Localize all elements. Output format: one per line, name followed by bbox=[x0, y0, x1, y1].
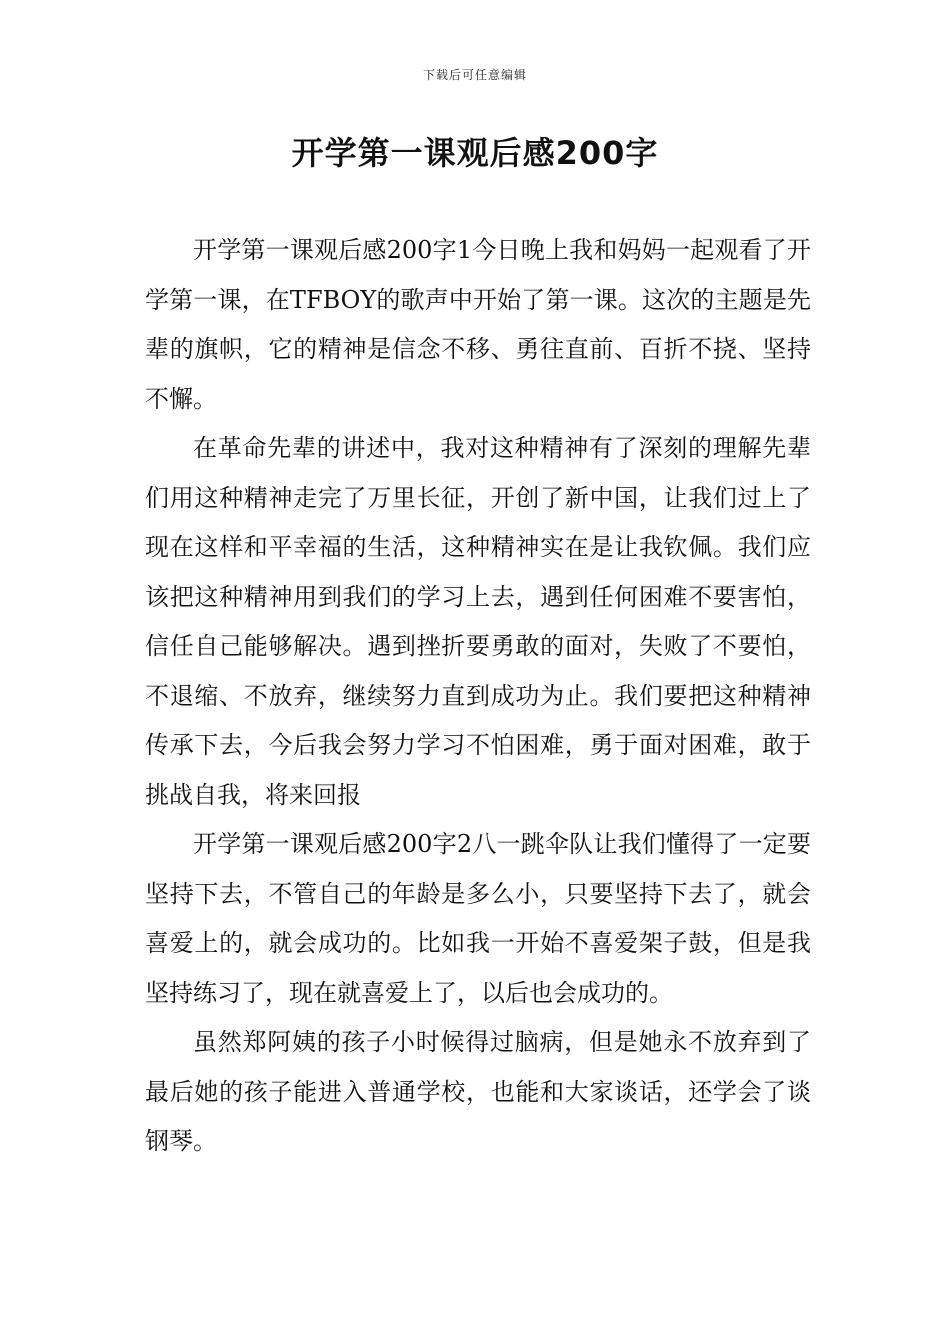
paragraph: 开学第一课观后感200字1今日晚上我和妈妈一起观看了开学第一课，在TFBOY的歌声中开始了第一课。这次的主题是先辈的旗帜，它的精神是信念不移、勇往直前、百折不挠、坚持不懈。 bbox=[145, 236, 811, 413]
header-note: 下载后可任意编辑 bbox=[422, 68, 527, 82]
document-title: 开学第一课观后感200字 bbox=[291, 134, 659, 172]
paragraph: 虽然郑阿姨的孩子小时候得过脑病，但是她永不放弃到了最后她的孩子能进入普通学校，也能和大家谈话，还学会了谈钢琴。 bbox=[145, 1028, 811, 1155]
paragraph: 在革命先辈的讲述中，我对这种精神有了深刻的理解先辈们用这种精神走完了万里长征，开创了新中国，让我们过上了现在这样和平幸福的生活，这种精神实在是让我钦佩。我们应该把这种精神用到我们的学习上去，遇到任何困难不要害怕，信任自己能够解决。遇到挫折要勇敢的面对，失败了不要怕，不退缩、不放弃，继续努力直到成功为止。我们要把这种精神传承下去，今后我会努力学习不怕困难，勇于面对困难，敢于挑战自我，将来回报 bbox=[145, 434, 811, 809]
document-body bbox=[145, 226, 811, 1167]
paragraph: 开学第一课观后感200字2八一跳伞队让我们懂得了一定要坚持下去，不管自己的年龄是多么小，只要坚持下去了，就会喜爱上的，就会成功的。比如我一开始不喜爱架子鼓，但是我坚持练习了，现在就喜爱上了，以后也会成功的。 bbox=[145, 830, 811, 1007]
